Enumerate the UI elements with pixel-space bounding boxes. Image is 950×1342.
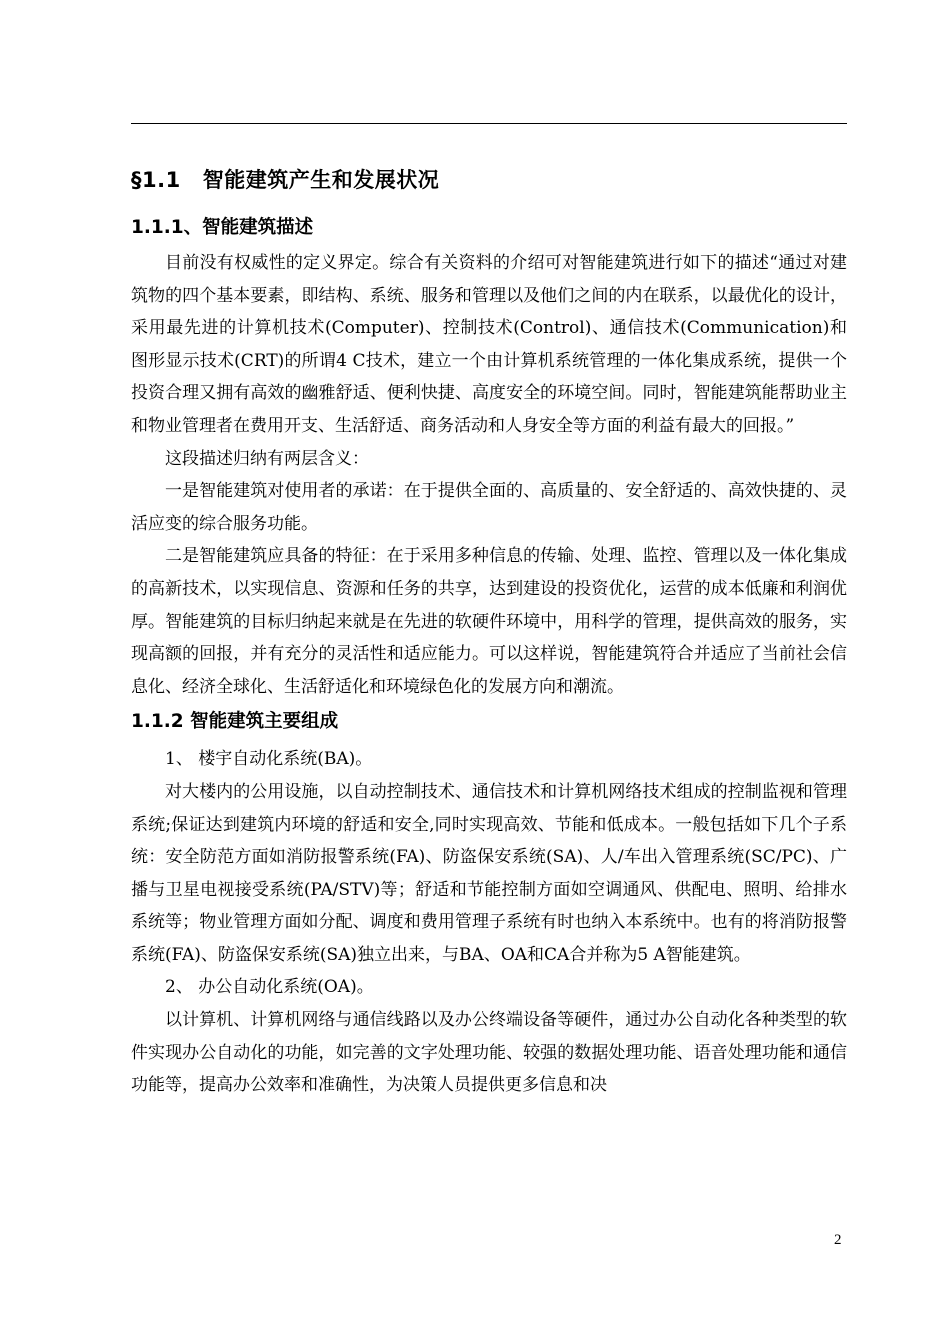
paragraph: 对大楼内的公用设施，以自动控制技术、通信技术和计算机网络技术组成的控制监视和管理系统;保证达到建筑内环境的舒适和安全,同时实现高效、节能和低成本。一般包括如下几个子系统：安全防范方面如消防报警系统(FA)、防盗保安系统(SA)、人/车出入管理系统(SC/PC)、广播与卫星电视接受系统(PA/STV)等；舒适和节能控制方面如空调通风、供配电、照明、给排水系统等；物业管理方面如分配、调度和费用管理子系统有时也纳入本系统中。也有的将消防报警系统(FA)、防盗保安系统(SA)独立出来，与BA、OA和CA合并称为5 A智能建筑。 [131,781,847,965]
section-title: 智能建筑产生和发展状况 [202,168,440,192]
paragraph: 目前没有权威性的定义界定。综合有关资料的介绍可对智能建筑进行如下的描述“通过对建筑物的四个基本要素，即结构、系统、服务和管理以及他们之间的内在联系，以最优化的设计，采用最先进的计算机技术(Computer)、控制技术(Control)、通信技术(Communication)和图形显示技术(CRT)的所谓4 C技术，建立一个由计算机系统管理的一体化集成系统，提供一个投资合理又拥有高效的幽雅舒适、便利快捷、高度安全的环境空间。同时，智能建筑能帮助业主和物业管理者在费用开支、生活舒适、商务活动和人身安全等方面的利益有最大的回报。” [131,253,847,436]
subsection-heading-1-1-1: 1.1.1、智能建筑描述 [131,217,314,238]
header-rule [131,123,847,124]
paragraph: 以计算机、计算机网络与通信线路以及办公终端设备等硬件，通过办公自动化各种类型的软件实现办公自动化的功能，如完善的文字处理功能、较强的数据处理功能、语音处理功能和通信功能等，提高办公效率和准确性，为决策人员提供更多信息和决 [131,1010,847,1096]
paragraph: 二是智能建筑应具备的特征：在于采用多种信息的传输、处理、监控、管理以及一体化集成的高新技术，以实现信息、资源和任务的共享，达到建设的投资优化，运营的成本低廉和利润优厚。智能建筑的目标归纳起来就是在先进的软硬件环境中，用科学的管理，提供高效的服务，实现高额的回报，并有充分的灵活性和适应能力。可以这样说，智能建筑符合并适应了当前社会信息化、经济全球化、生活舒适化和环境绿色化的发展方向和潮流。 [131,546,847,697]
list-item-heading: 2、 办公自动化系统(OA)。 [165,977,374,998]
section-number: §1.1 [131,168,181,192]
page-number: 2 [834,1232,842,1248]
section-heading [131,165,847,195]
list-item-heading: 1、 楼宇自动化系统(BA)。 [165,749,373,770]
page-body [131,165,847,1102]
subsection-heading-1-1-2: 1.1.2 智能建筑主要组成 [131,711,339,733]
paragraph: 一是智能建筑对使用者的承诺：在于提供全面的、高质量的、安全舒适的、高效快捷的、灵活应变的综合服务功能。 [131,481,847,534]
paragraph: 这段描述归纳有两层含义： [165,448,369,469]
